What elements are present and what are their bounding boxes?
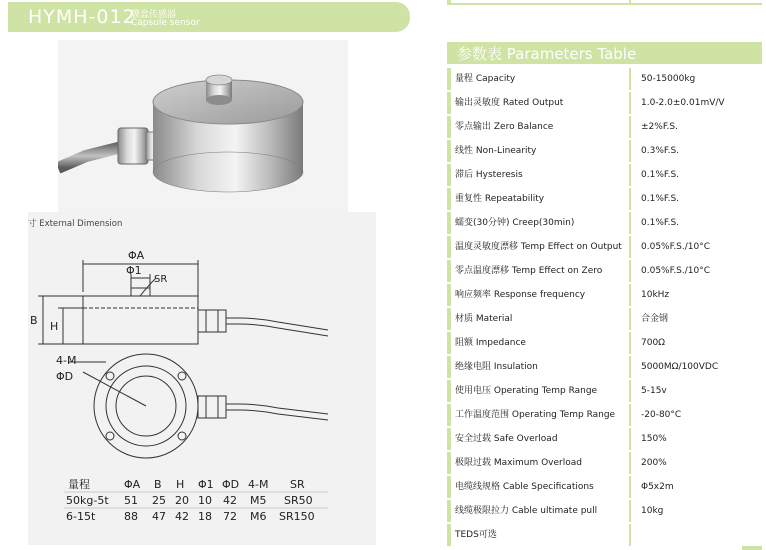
table-row bbox=[447, 188, 762, 210]
param-value: 200% bbox=[631, 452, 762, 474]
table-row bbox=[447, 332, 762, 354]
label-phiD: ΦD bbox=[56, 370, 74, 383]
param-label: 蠕变(30分钟) Creep(30min) bbox=[451, 212, 629, 234]
param-value: 5-15v bbox=[631, 380, 762, 402]
dim-cell: M5 bbox=[250, 494, 267, 507]
title-bar bbox=[8, 2, 410, 32]
table-row bbox=[447, 524, 762, 546]
product-name-cn: 膜盒传感器 bbox=[131, 10, 177, 20]
param-label: 安全过载 Safe Overload bbox=[451, 428, 629, 450]
table-row bbox=[447, 500, 762, 522]
dim-header-phi1: Φ1 bbox=[198, 478, 214, 491]
dim-cell: 50kg-5t bbox=[66, 494, 109, 507]
table-row bbox=[447, 92, 762, 114]
table-row bbox=[447, 452, 762, 474]
product-photo bbox=[58, 40, 348, 212]
param-value: 0.05%F.S./10°C bbox=[631, 260, 762, 282]
product-model: HYMH-012 bbox=[28, 6, 136, 28]
dim-header-4m: 4-M bbox=[248, 478, 269, 491]
param-value: 10kHz bbox=[631, 284, 762, 306]
dim-cell: 20 bbox=[175, 494, 189, 507]
table-row bbox=[447, 260, 762, 282]
dim-header-b: B bbox=[154, 478, 162, 491]
dim-cell: 88 bbox=[124, 510, 138, 523]
dimension-table bbox=[64, 477, 328, 523]
product-name-en: Capsule sensor bbox=[131, 18, 200, 28]
parameters-table-title: 参数表 Parameters Table bbox=[457, 45, 637, 63]
table-row bbox=[447, 116, 762, 138]
param-label: 线缆极限拉力 Cable ultimate pull bbox=[451, 500, 629, 522]
dim-header-phiD: ΦD bbox=[222, 478, 240, 491]
param-value: 0.3%F.S. bbox=[631, 140, 762, 162]
label-b: B bbox=[30, 314, 38, 327]
param-value: 0.05%F.S./10°C bbox=[631, 236, 762, 258]
param-label: 电缆线规格 Cable Specifications bbox=[451, 476, 629, 498]
dim-cell: M6 bbox=[250, 510, 267, 523]
dim-cell: 18 bbox=[198, 510, 212, 523]
table-top-strip bbox=[447, 0, 762, 5]
param-value: Φ5x2m bbox=[631, 476, 762, 498]
param-label: 量程 Capacity bbox=[451, 68, 629, 90]
param-label: 零点温度漂移 Temp Effect on Zero bbox=[451, 260, 629, 282]
dimension-table-row bbox=[66, 494, 313, 507]
dim-cell: 10 bbox=[198, 494, 212, 507]
table-top-cell bbox=[631, 0, 762, 3]
table-row bbox=[447, 164, 762, 186]
parameters-table-header bbox=[447, 42, 762, 64]
table-row bbox=[447, 356, 762, 378]
dim-header-h: H bbox=[176, 478, 185, 491]
param-label: 绝缘电阻 Insulation bbox=[451, 356, 629, 378]
dim-cell: SR150 bbox=[279, 510, 315, 523]
param-label: 材质 Material bbox=[451, 308, 629, 330]
param-value: 1.0-2.0±0.01mV/V bbox=[631, 92, 762, 114]
dimension-drawing bbox=[28, 212, 376, 545]
dim-header-sr: SR bbox=[290, 478, 305, 491]
dim-cell: 72 bbox=[223, 510, 237, 523]
param-value: 150% bbox=[631, 428, 762, 450]
table-row bbox=[447, 284, 762, 306]
dimension-table-row bbox=[66, 510, 315, 523]
top-view bbox=[68, 354, 328, 458]
dim-cell: 42 bbox=[223, 494, 237, 507]
dim-cell: 6-15t bbox=[66, 510, 96, 523]
param-label: 阻额 Impedance bbox=[451, 332, 629, 354]
label-sr: SR bbox=[154, 274, 168, 285]
param-label: 输出灵敏度 Rated Output bbox=[451, 92, 629, 114]
param-label: 线性 Non-Linearity bbox=[451, 140, 629, 162]
corner-accent bbox=[742, 546, 762, 550]
param-label: 极限过载 Maximum Overload bbox=[451, 452, 629, 474]
dim-header-range: 量程 bbox=[68, 478, 90, 491]
param-value: 0.1%F.S. bbox=[631, 164, 762, 186]
label-h: H bbox=[50, 320, 59, 333]
dim-cell: 47 bbox=[152, 510, 166, 523]
param-value: ±2%F.S. bbox=[631, 116, 762, 138]
param-value: -20-80°C bbox=[631, 404, 762, 426]
table-row bbox=[447, 68, 762, 90]
param-value: 700Ω bbox=[631, 332, 762, 354]
param-label: 重复性 Repeatability bbox=[451, 188, 629, 210]
table-row bbox=[447, 428, 762, 450]
dim-cell: 25 bbox=[152, 494, 166, 507]
dim-cell: 42 bbox=[175, 510, 189, 523]
table-row bbox=[447, 140, 762, 162]
dim-header-phiA: ΦA bbox=[124, 478, 141, 491]
param-value: 0.1%F.S. bbox=[631, 212, 762, 234]
side-view bbox=[38, 260, 328, 344]
param-value: 10kg bbox=[631, 500, 762, 522]
param-label: 响应频率 Response frequency bbox=[451, 284, 629, 306]
param-value bbox=[631, 524, 762, 546]
param-label: 使用电压 Operating Temp Range bbox=[451, 380, 629, 402]
dim-cell: 51 bbox=[124, 494, 138, 507]
table-top-cell bbox=[451, 0, 629, 3]
table-row bbox=[447, 404, 762, 426]
dimension-drawing-svg bbox=[28, 212, 376, 545]
drawing-caption: 寸 External Dimension bbox=[28, 219, 123, 229]
table-row bbox=[447, 380, 762, 402]
table-row bbox=[447, 212, 762, 234]
param-value: 合金钢 bbox=[631, 308, 762, 330]
param-label: 工作温度范围 Operating Temp Range bbox=[451, 404, 629, 426]
param-value: 5000MΩ/100VDC bbox=[631, 356, 762, 378]
table-row bbox=[447, 308, 762, 330]
param-value: 50-15000kg bbox=[631, 68, 762, 90]
param-label: 滞后 Hysteresis bbox=[451, 164, 629, 186]
param-value: 0.1%F.S. bbox=[631, 188, 762, 210]
table-row bbox=[447, 476, 762, 498]
dim-cell: SR50 bbox=[284, 494, 313, 507]
label-phi1: Φ1 bbox=[126, 264, 142, 277]
param-label: 温度灵敏度漂移 Temp Effect on Output bbox=[451, 236, 629, 258]
dimension-table-header bbox=[68, 477, 305, 491]
param-label: 零点输出 Zero Balance bbox=[451, 116, 629, 138]
param-label: TEDS可选 bbox=[451, 524, 629, 546]
label-phiA: ΦA bbox=[128, 249, 145, 262]
label-4m: 4-M bbox=[56, 354, 77, 367]
sensor-photo-illustration bbox=[58, 40, 348, 212]
table-row bbox=[447, 236, 762, 258]
